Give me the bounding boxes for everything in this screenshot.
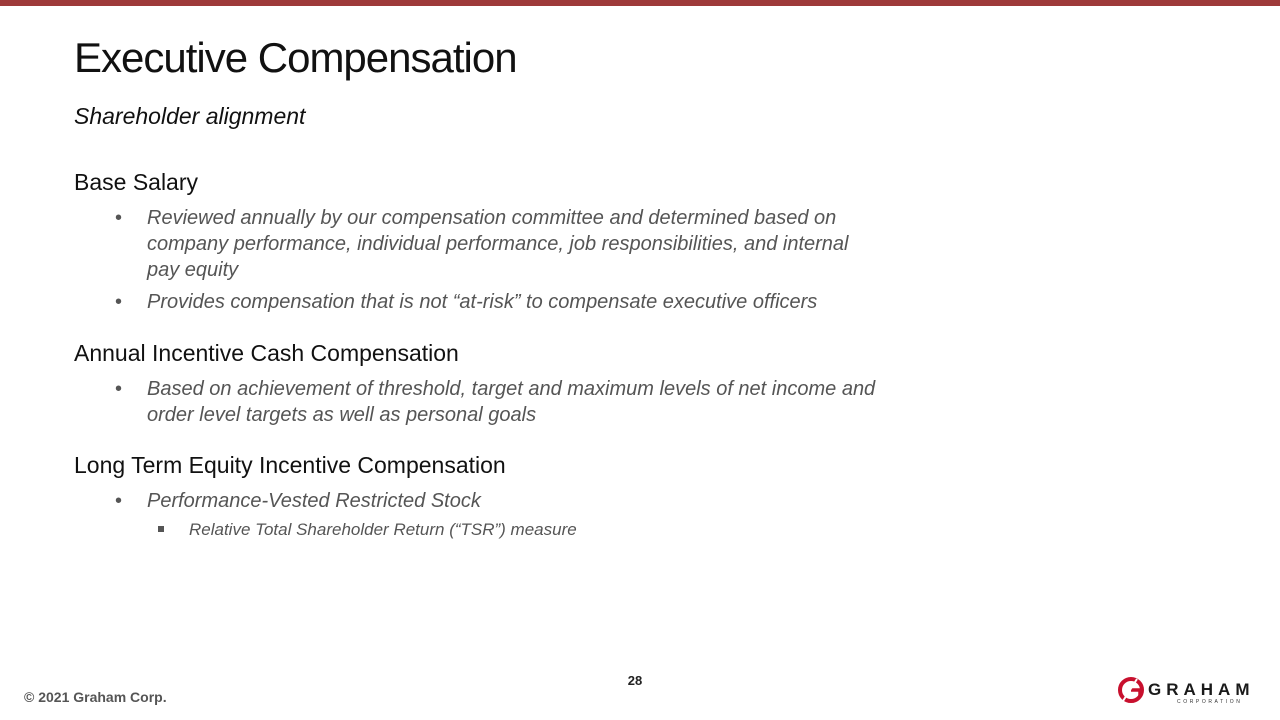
- bullet-marker: •: [115, 378, 123, 400]
- copyright-notice: © 2021 Graham Corp.: [24, 689, 167, 705]
- top-accent-bar: [0, 0, 1280, 6]
- logo-subtext: CORPORATION: [1177, 699, 1243, 705]
- graham-logo-mark-icon: [1117, 675, 1145, 705]
- slide-title: Executive Compensation: [74, 34, 517, 81]
- section-heading-long-term-equity: Long Term Equity Incentive Compensation: [74, 452, 506, 478]
- bullet-marker: •: [115, 207, 123, 229]
- company-logo: [1117, 675, 1262, 709]
- bullet-marker: •: [115, 490, 123, 512]
- bullet-performance-vested-stock: Performance-Vested Restricted Stock: [147, 490, 481, 512]
- bullet-base-salary-not-at-risk: Provides compensation that is not “at-risk” to compensate executive officers: [147, 291, 818, 313]
- bullet-annual-incentive-achievement: Based on achievement of threshold, target and maximum levels of net income and order level targets as well as personal goals: [147, 378, 876, 426]
- bullet-marker: •: [115, 291, 123, 313]
- page-number: 28: [627, 673, 643, 688]
- logo-wordmark: GRAHAM: [1148, 680, 1255, 699]
- slide-subtitle: Shareholder alignment: [74, 103, 306, 129]
- sub-bullet-relative-tsr: Relative Total Shareholder Return (“TSR”) measure: [189, 520, 577, 539]
- section-heading-base-salary: Base Salary: [74, 169, 199, 195]
- section-heading-annual-incentive: Annual Incentive Cash Compensation: [74, 340, 459, 366]
- bullet-base-salary-review: Reviewed annually by our compensation committee and determined based on company performance, individual performance, job responsibilities, and internal pay equity: [147, 207, 849, 281]
- square-bullet-icon: [158, 526, 164, 532]
